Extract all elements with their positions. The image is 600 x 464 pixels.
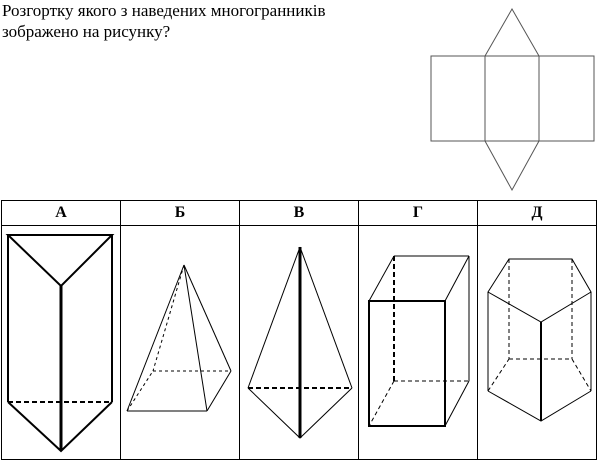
answer-options-table (1, 200, 597, 460)
pentagonal-prism-icon (478, 226, 596, 459)
question-text (2, 0, 422, 42)
option-label-a: А (2, 201, 121, 226)
triangular-pyramid-icon (240, 226, 358, 459)
rectangular-prism-icon (359, 226, 477, 459)
question-line-1: Розгортку якого з наведених многогранників (2, 1, 326, 20)
question-line-2: зображено на рисунку? (2, 22, 171, 41)
option-figure-b (121, 226, 240, 460)
triangular-prism-net-icon (428, 6, 600, 196)
option-figure-a (2, 226, 121, 460)
option-label-b: Б (121, 201, 240, 226)
option-figure-v (240, 226, 359, 460)
option-label-v: В (240, 201, 359, 226)
option-figure-h (359, 226, 478, 460)
option-label-d: Д (478, 201, 597, 226)
answer-header-row (2, 201, 597, 226)
triangular-prism-icon (2, 226, 120, 459)
option-label-h: Г (359, 201, 478, 226)
answer-figure-row (2, 226, 597, 460)
quadrilateral-pyramid-icon (121, 226, 239, 459)
option-figure-d (478, 226, 597, 460)
